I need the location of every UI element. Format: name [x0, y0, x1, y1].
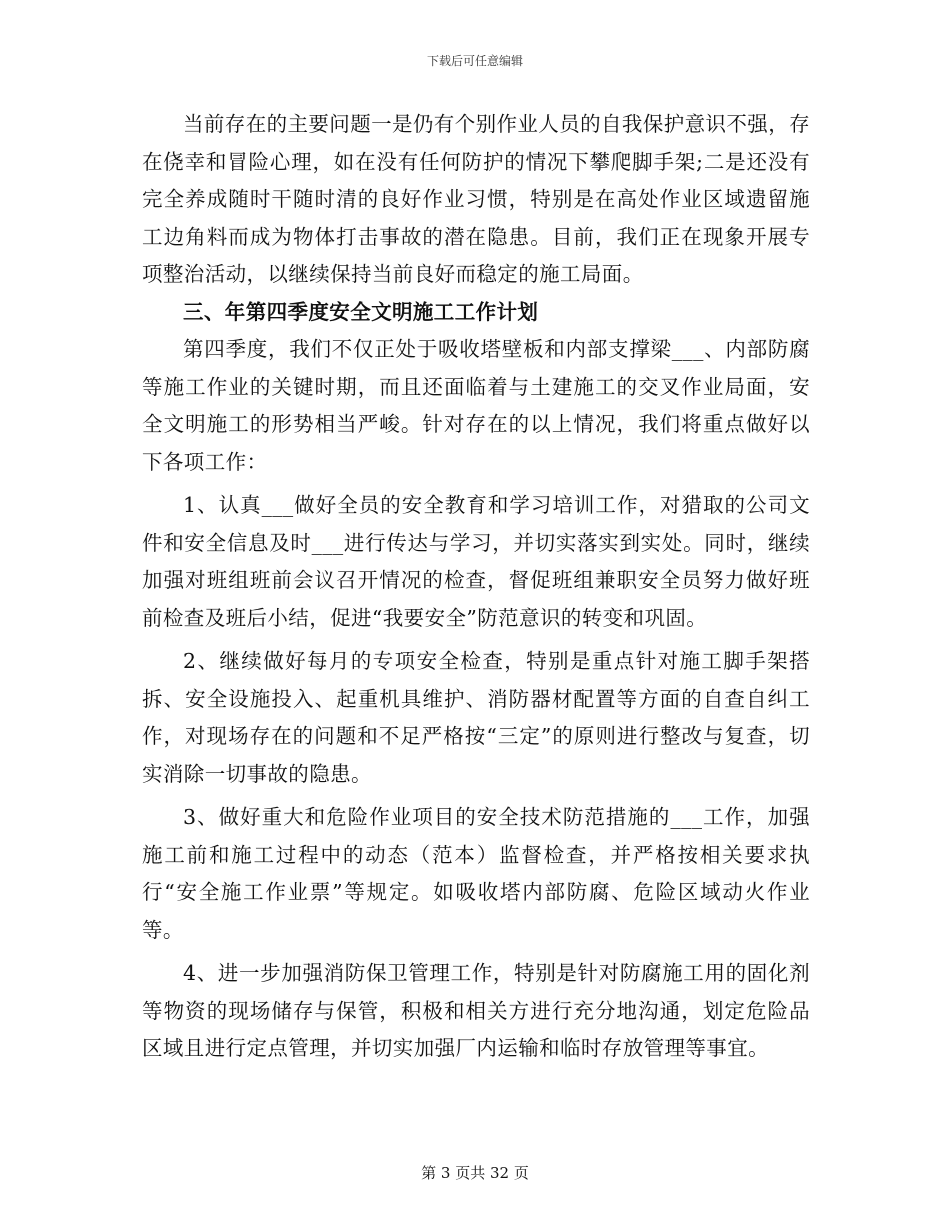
page-header: 下载后可任意编辑 [426, 54, 523, 68]
page-number: 第 3 页共 32 页 [421, 1164, 529, 1182]
paragraph-q4-overview: 第四季度，我们不仅正处于吸收塔壁板和内部支撑梁___、内部防腐等施工作业的关键时期，而且还面临着与土建施工的交叉作业局面，安全文明施工的形势相当严峻。针对存在的以上情况，我们将重点做好以下各项工作： [142, 337, 810, 474]
paragraph-item-3: 3、做好重大和危险作业项目的安全技术防范措施的___工作，加强施工前和施工过程中的动态（范本）监督检查，并严格按相关要求执行“安全施工作业票”等规定。如吸收塔内部防腐、危险区域动火作业等。 [142, 805, 810, 942]
paragraph-current-problems: 当前存在的主要问题一是仍有个别作业人员的自我保护意识不强，存在侥幸和冒险心理，如在没有任何防护的情况下攀爬脚手架;二是还没有完全养成随时干随时清的良好作业习惯，特别是在高处作业区域遗留施工边角料而成为物体打击事故的潜在隐患。目前，我们正在现象开展专项整治活动，以继续保持当前良好而稳定的施工局面。 [142, 112, 810, 286]
document-body [142, 106, 810, 1068]
paragraph-item-1: 1、认真___做好全员的安全教育和学习培训工作，对猎取的公司文件和安全信息及时___进行传达与学习，并切实落实到实处。同时，继续加强对班组班前会议召开情况的检查，督促班组兼职安全员努力做好班前检查及班后小结，促进“我要安全”防范意识的转变和巩固。 [142, 493, 810, 630]
section-heading-q4-plan: 三、年第四季度安全文明施工工作计划 [183, 299, 539, 324]
paragraph-item-4: 4、进一步加强消防保卫管理工作，特别是针对防腐施工用的固化剂等物资的现场储存与保管，积极和相关方进行充分地沟通，划定危险品区域且进行定点管理，并切实加强厂内运输和临时存放管理等事宜。 [142, 961, 810, 1060]
paragraph-item-2: 2、继续做好每月的专项安全检查，特别是重点针对施工脚手架搭拆、安全设施投入、起重机具维护、消防器材配置等方面的自查自纠工作，对现场存在的问题和不足严格按“三定”的原则进行整改与复查，切实消除一切事故的隐患。 [142, 649, 810, 786]
